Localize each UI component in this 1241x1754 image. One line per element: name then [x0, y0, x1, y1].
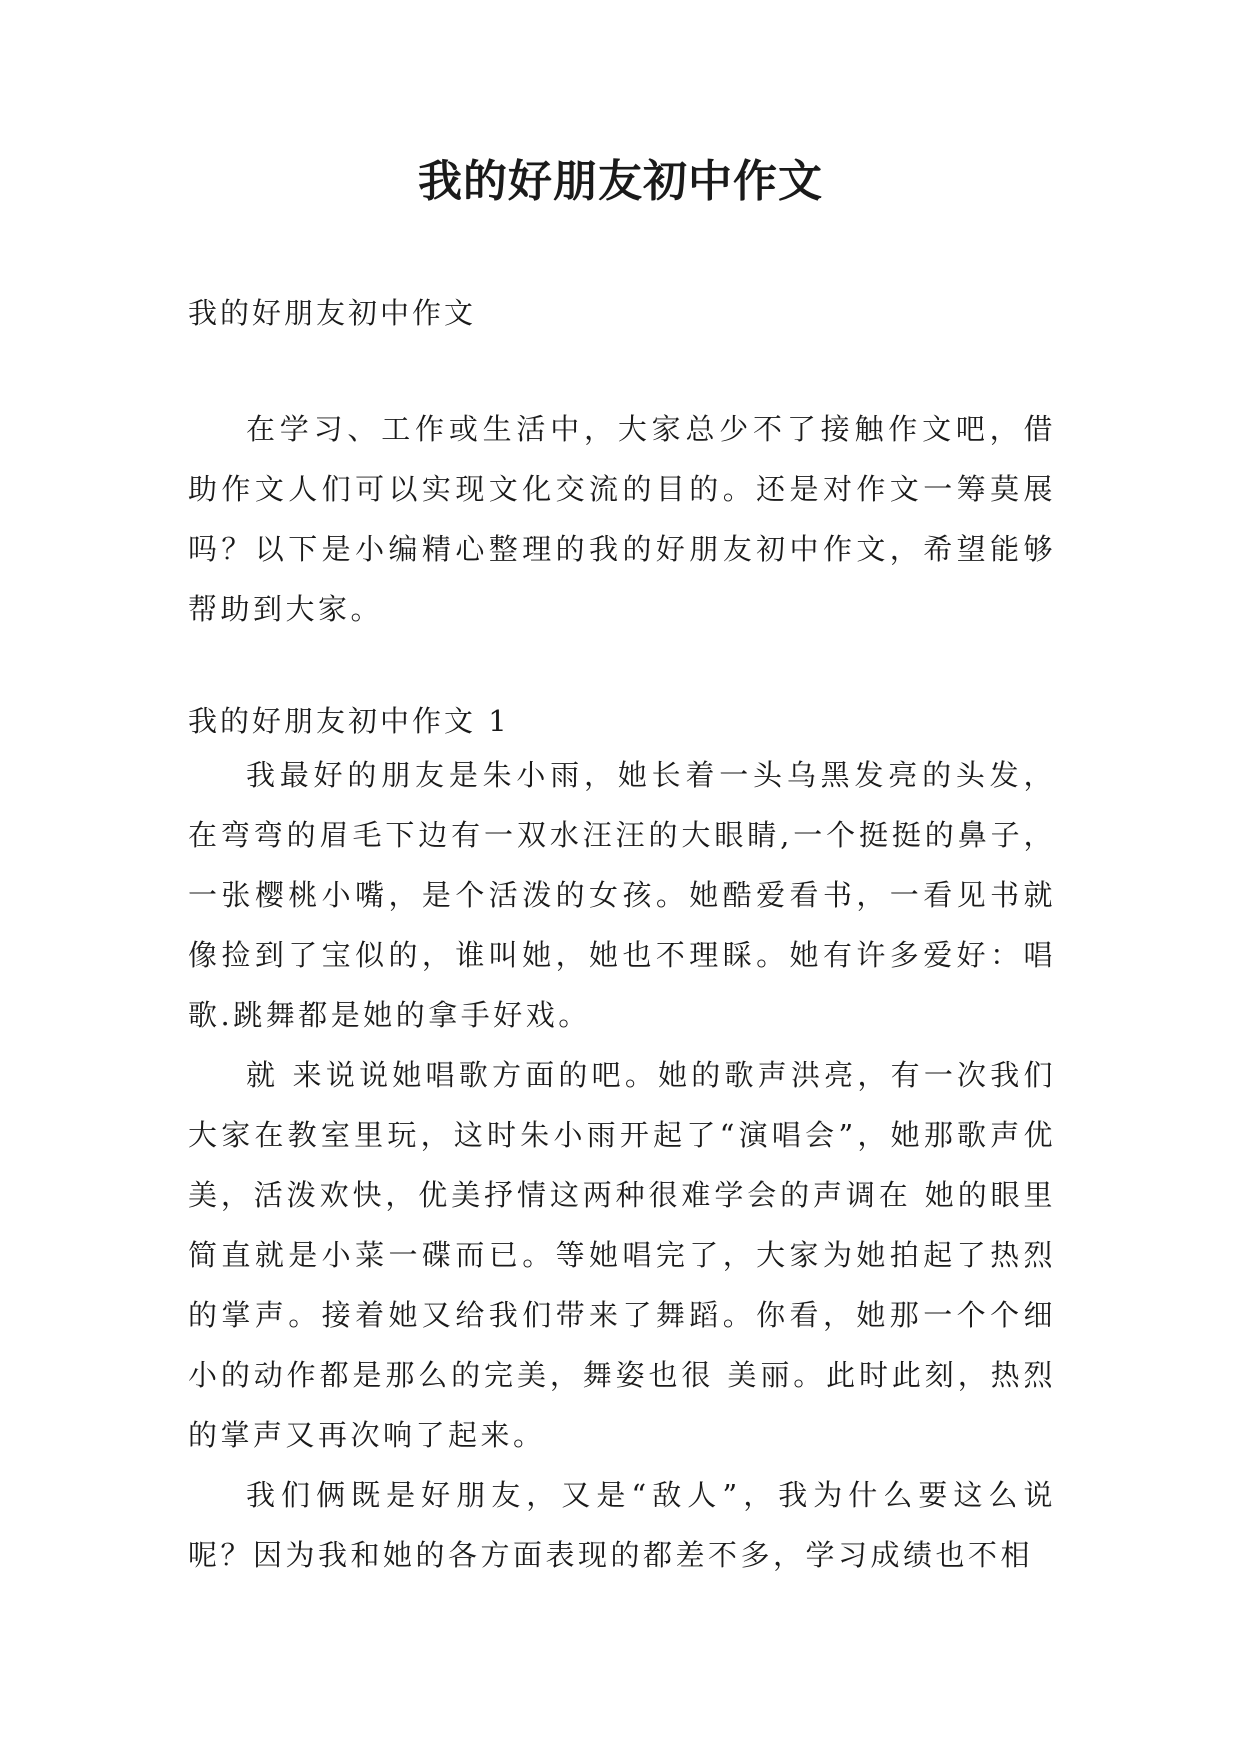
essay-paragraph-1: 我最好的朋友是朱小雨，她长着一头乌黑发亮的头发，在弯弯的眉毛下边有一双水汪汪的大眼睛,一个挺挺的鼻子，一张樱桃小嘴，是个活泼的女孩。她酷爱看书，一看见书就像捡到了宝似的，谁叫她，她也不理睬。她有许多爱好：唱歌.跳舞都是她的拿手好戏。 [188, 758, 1056, 1032]
essay-paragraph-3: 我们俩既是好朋友，又是“敌人”，我为什么要这么说呢？因为我和她的各方面表现的都差不多，学习成绩也不相 [188, 1478, 1056, 1572]
document-subtitle: 我的好朋友初中作文 [188, 296, 477, 330]
section-heading: 我的好朋友初中作文 1 [188, 704, 510, 738]
document-title: 我的好朋友初中作文 [418, 156, 823, 207]
intro-paragraph: 在学习、工作或生活中，大家总少不了接触作文吧，借助作文人们可以实现文化交流的目的。还是对作文一筹莫展吗？以下是小编精心整理的我的好朋友初中作文，希望能够帮助到大家。 [188, 412, 1056, 626]
essay-body [188, 745, 1056, 1585]
intro-block [188, 399, 1056, 639]
essay-paragraph-2: 就 来说说她唱歌方面的吧。她的歌声洪亮，有一次我们大家在教室里玩，这时朱小雨开起了“演唱会”，她那歌声优美，活泼欢快，优美抒情这两种很难学会的声调在 她的眼里简直就是小菜一碟而已。等她唱完了，大家为她拍起了热烈的掌声。接着她又给我们带来了舞蹈。你看，她那一个个细小的动作都是那么的完美，舞姿也很 美丽。此时此刻，热烈的掌声又再次响了起来。 [188, 1058, 1056, 1452]
